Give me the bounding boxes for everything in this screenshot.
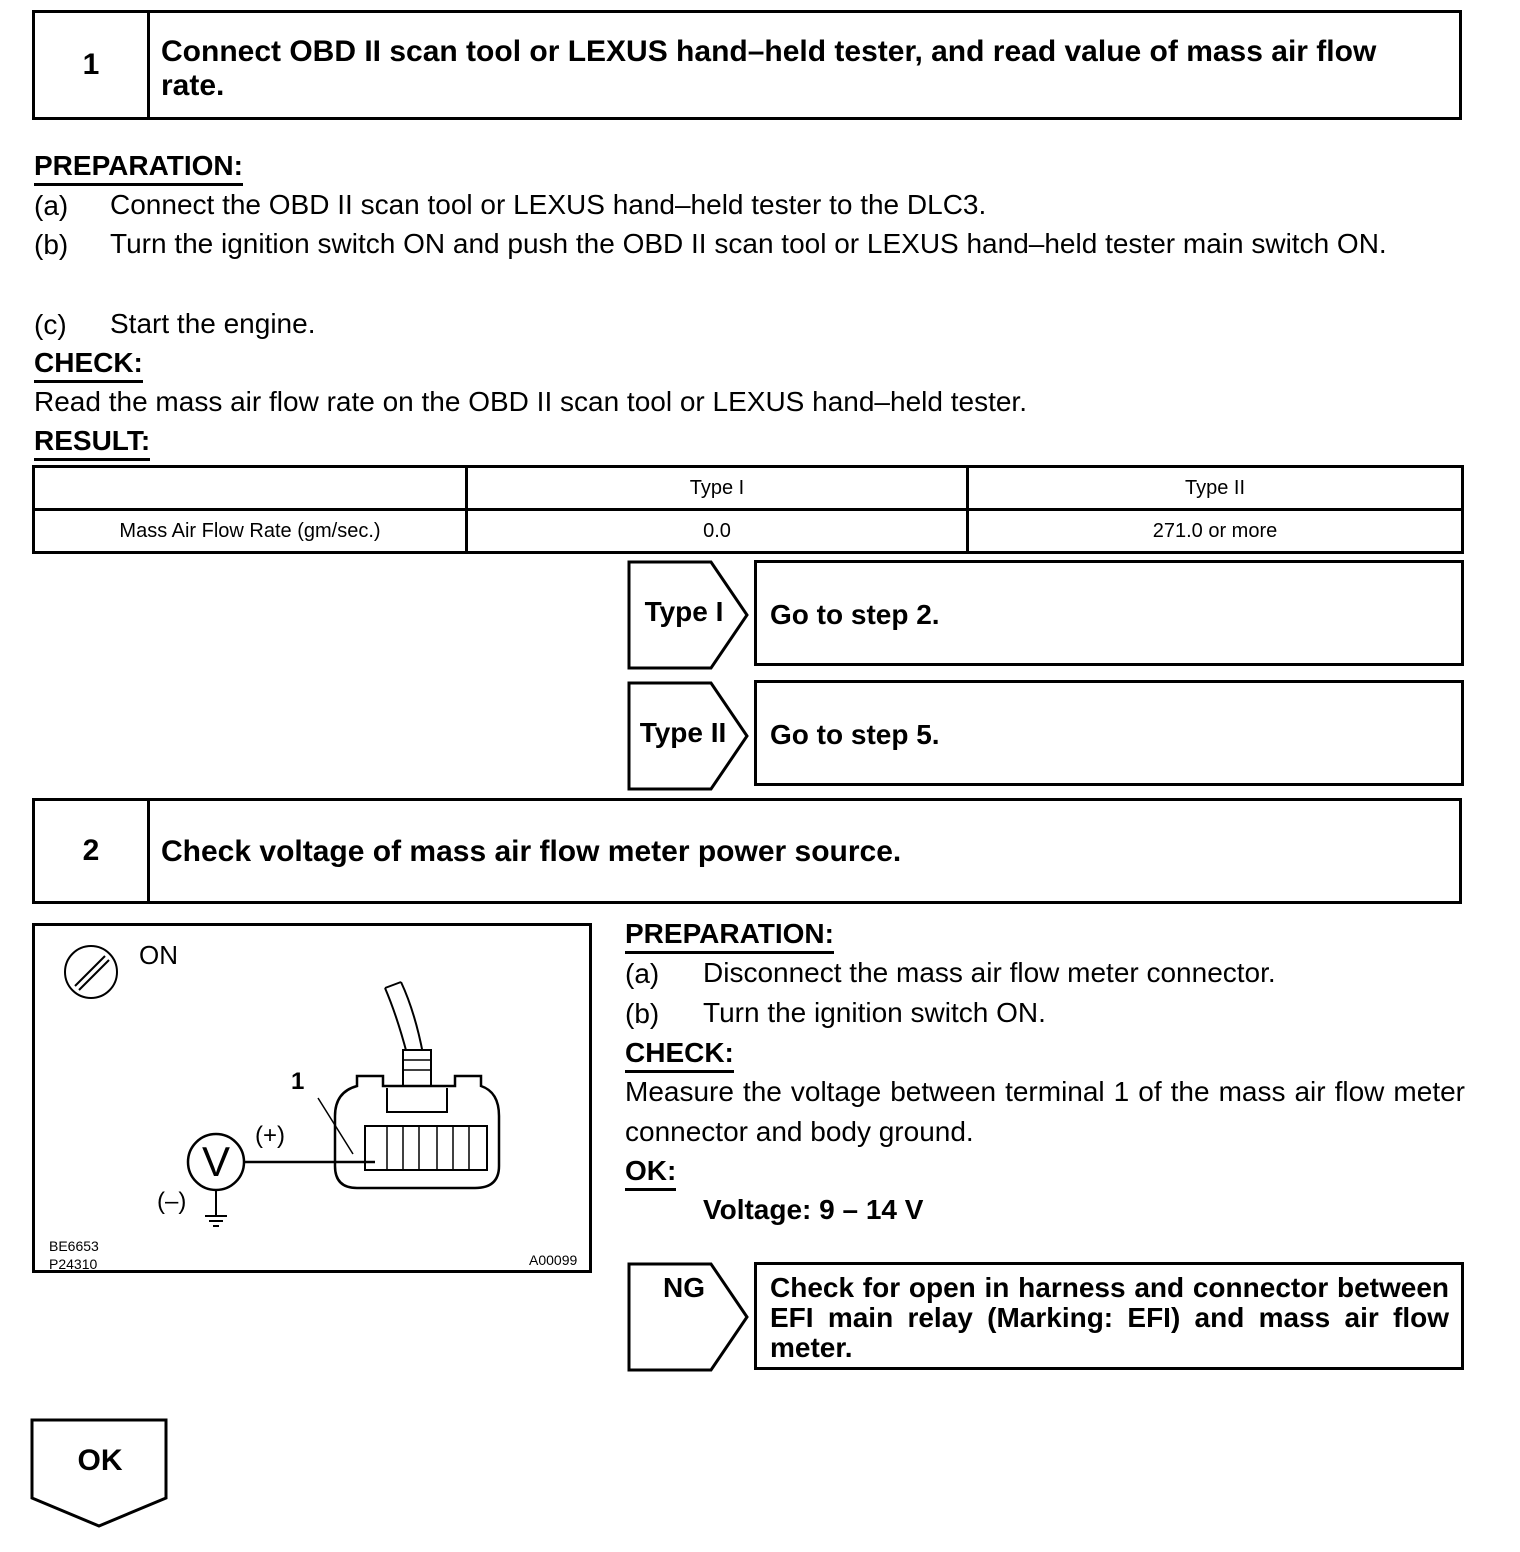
plus-label: (+) [255,1122,285,1149]
ng-action-box [754,1262,1464,1370]
preparation-heading: PREPARATION: [34,150,243,186]
item-label: (c) [34,309,67,340]
figure-code: A00099 [529,1252,578,1268]
table-header-cell [34,467,467,510]
check-text: Measure the voltage between terminal 1 of the mass air flow meter connector and body ground. [625,1076,1465,1147]
branch-action-type-1 [754,560,1464,666]
branch-action-text: Go to step 5. [770,719,940,750]
ng-action-text: Check for open in harness and connector between EFI main relay (Marking: EFI) and mass air flow meter. [770,1272,1449,1363]
check-heading: CHECK: [625,1037,734,1073]
step-title: Connect OBD II scan tool or LEXUS hand–held tester, and read value of mass air flow rate. [161,35,1377,102]
branch-action-type-2 [754,680,1464,786]
step-number: 1 [35,13,150,117]
preparation-item: Start the engine. [110,308,316,339]
step-2-header [32,798,1462,904]
table-cell: 271.0 or more [968,510,1463,553]
table-header-cell: Type II [968,467,1463,510]
check-text: Read the mass air flow rate on the OBD II scan tool or LEXUS hand–held tester. [34,386,1027,417]
table-header-row [34,467,1463,510]
ignition-key-icon [65,946,117,998]
minus-label: (–) [157,1188,187,1215]
preparation-item: Turn the ignition switch ON. [703,997,1046,1028]
connector-diagram [35,926,589,1270]
check-heading: CHECK: [34,347,143,383]
preparation-item: Turn the ignition switch ON and push the OBD II scan tool or LEXUS hand–held tester main switch ON. [110,228,1387,259]
table-header-cell: Type I [467,467,968,510]
step-1-header [32,10,1462,120]
voltmeter-symbol: V [201,1138,230,1185]
figure-code: BE6653 [49,1238,99,1254]
step-title: Check voltage of mass air flow meter power source. [161,835,902,868]
preparation-heading: PREPARATION: [625,918,834,954]
step-number: 2 [35,801,150,901]
ok-tag: OK [77,1444,123,1477]
item-label: (a) [34,190,69,221]
terminal-label: 1 [291,1068,305,1095]
table-cell: Mass Air Flow Rate (gm/sec.) [34,510,467,553]
item-label: (b) [34,229,69,260]
ng-tag: NG [663,1272,705,1303]
switch-label: ON [139,940,178,970]
branch-tag-type-2: Type II [639,717,727,748]
item-label: (a) [625,958,660,989]
ok-heading: OK: [625,1155,676,1191]
branch-action-text: Go to step 2. [770,599,940,630]
table-row [34,510,1463,553]
item-label: (b) [625,998,660,1029]
table-cell: 0.0 [467,510,968,553]
preparation-item: Connect the OBD II scan tool or LEXUS hand–held tester to the DLC3. [110,189,987,220]
figure-code: P24310 [49,1256,98,1272]
branch-tag-type-1: Type I [644,596,724,627]
ok-value: Voltage: 9 – 14 V [703,1194,924,1225]
preparation-item: Disconnect the mass air flow meter connector. [703,957,1276,988]
result-heading: RESULT: [34,425,150,461]
result-table [32,465,1464,554]
wiring-figure [32,923,592,1273]
